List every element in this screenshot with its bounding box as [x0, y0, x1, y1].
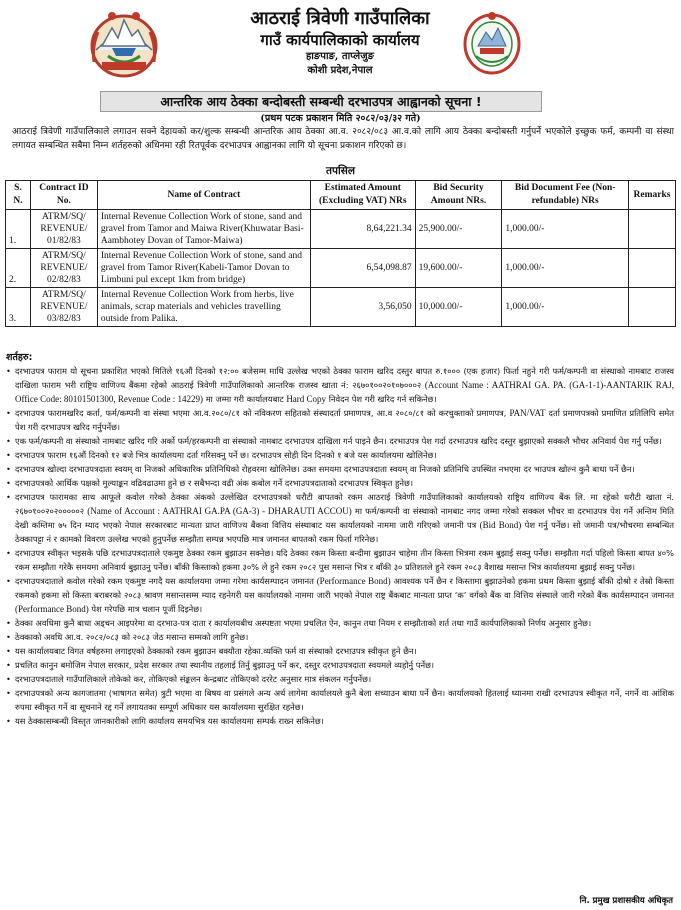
cell-remarks	[628, 210, 675, 249]
term-text: (Account Name : AATHRAI GA. PA. (GA-1-1)-AANTARIK RAJ, Office Code: 80101501300, Revenue Code : 14229)	[15, 380, 674, 404]
col-contract-name: Name of Contract	[97, 181, 310, 210]
cell-sn: 1.	[6, 210, 31, 249]
term-item	[6, 672, 674, 686]
bullet-icon: •	[6, 408, 11, 418]
col-bid-security: Bid Security Amount NRs.	[415, 181, 502, 210]
bullet-icon: •	[6, 618, 11, 628]
term-text: मा फर्म/कम्पनी वा संस्थाको नामबाट नगद जम्मा गरेको सक्कल भौचर वा दरभाउपत्र पेश गर्ने अन्तिम मिति देखी कम्तिमा ७५ दिन म्याद भएको नेपाल सरकारबाट मान्यता प्राप्त वाणिज्य बैंकवा वित्तिय संस्थाबाट यस कार्यालयको नाममा जारी गरिएको जमानी पत्र	[15, 506, 674, 530]
term-text: ठेक्का अवधिमा कुनै बाधा अड्चन आइपरेमा वा दरभाउ-पत्र दाता र कार्यालयबीच अस्पष्टता भएमा प्रचलित ऐन, कानुन तथा नियम र सम्झौताको शर्त तथा गाउँ कार्यपालिकाको निर्णय अनुसार हुनेछ।	[15, 618, 592, 628]
term-text: मा जम्मा गरी कार्यालयबाट	[203, 394, 287, 404]
nepal-emblem-icon	[88, 6, 160, 78]
office-name: गाउँ कार्यपालिकाको कार्यालय	[260, 31, 420, 49]
term-item	[6, 714, 674, 728]
term-text: दरभाउपत्र फाराम यो सूचना प्रकाशित भएको मितिले १६औं दिनको १२:०० बजेसम्म माथि उल्लेख भएको ठेक्का फाराम खरिद दस्तुर बापत रु.१००० (एक हजार) फिर्ता नहुने गरी फर्म/कम्पनी वा संस्थाको नामबाट राजस्व दाखिला फाराम भरी राष्ट्रिय वाणिज्य बैंकमा रहेको आठराई त्रिवेणी गाउँपालिकाको आन्तरिक राजस्व खाता नं: २६७०१००२०१०७०००२	[15, 366, 674, 390]
cell-bid-security: 10,000.00/-	[415, 288, 502, 327]
term-item	[6, 434, 674, 448]
cell-contract-name: Internal Revenue Collection Work from herbs, live animals, scrap materials and vehicles travelling outside from Palika.	[97, 288, 310, 327]
notice-intro: आठराई त्रिवेणी गाउँपालिकाले लगाउन सक्ने देहायको कर/शुल्क सम्बन्धी आन्तरिक आय ठेक्का आ.व. २०८२/०८३ आ.व.को लागि आय ठेक्का बन्दोबस्ती गर्नुपर्ने भएकोले इच्छुक फर्म, कम्पनी वा संस्था लगायत सम्बन्धित सबैमा निम्न शर्तहरुको अधिनमा रही रितपूर्वक दरभाउपत्र आह्वानका लागि यो सूचना प्रकाशन गरिएको छ।	[12, 127, 674, 151]
table-row	[6, 288, 676, 327]
term-text: दरभाउपत्र फाराम १६औं दिनको १२ बजे भित्र कार्यालयमा दर्ता गरिसक्नु पर्ने छ। दरभाउपत्र सोही दिन दिनको १ बजे यस कार्यालयमा खोलिनेछ।	[15, 450, 437, 460]
cell-bid-security: 25,900.00/-	[415, 210, 502, 249]
cell-remarks	[628, 288, 675, 327]
term-item	[6, 630, 674, 644]
schedule-heading: तपसिल	[326, 165, 355, 177]
bullet-icon: •	[6, 478, 11, 488]
col-sn: S. N.	[6, 181, 31, 210]
cell-contract-id: ATRM/SQ/ REVENUE/ 03/82/83	[30, 288, 97, 327]
bullet-icon: •	[6, 548, 11, 558]
cell-bid-document-fee: 1,000.00/-	[502, 288, 629, 327]
term-text: आवश्यक पर्ने छैन र किस्तामा बुझाउनेको हकमा प्रथम किस्ता बुझाई बाँकी दोश्रो र तेस्रो किस्ता रकमको हकमा सो किस्ता बराबरको २०८३ श्रावण मसान्तसम्म म्याद रहनेगरी यस कार्यालयको नाममा जारी भएको नेपाल राष्ट्र बैंकबाट मान्यता प्राप्त ‘क’ वर्गको बैंक वा वित्तिय संस्थाले जारी गरेको बैंक कार्यसम्पादन जमानत	[15, 576, 674, 600]
col-remarks: Remarks	[628, 181, 675, 210]
bullet-icon: •	[6, 660, 11, 670]
office-province: कोशी प्रदेश,नेपाल	[307, 65, 373, 76]
cell-bid-security: 19,600.00/-	[415, 249, 502, 288]
term-text: दरभाउपत्रदाताले गाउँपालिकाले तोकेको कर, तोकिएको संङ्कलन केन्द्रबाट तोकिएको दररेट अनुसार मात्र संकलन गर्नुपर्नेछ।	[15, 674, 372, 684]
cell-remarks	[628, 249, 675, 288]
col-contract-id: Contract ID No.	[30, 181, 97, 210]
term-text: पेश गर्नु पर्नेछ। सो जमानी पत्र/भौचरमा सम्बन्धित ठेक्कापट्टा नं र कामको विवरण उल्लेख भएको हुनुपर्नेछ सम्झौता सम्पन्न भएपछि मात्र जमानत बापतको रकम फिर्ता गरिनेछ।	[15, 520, 674, 544]
bullet-icon: •	[6, 464, 11, 474]
col-bid-document-fee: Bid Document Fee (Non-refundable) NRs	[502, 181, 629, 210]
term-text: दरभाउपत्र फारामका साथ आफूले कवोल गरेको ठेक्का अंकको उल्लेखित दरभाउपत्रको धरौटी बापतको रकम आठराई त्रिवेणी गाउँपालिकाको कार्यालयको राष्ट्रिय वाणिज्य बैंक लि. मा रहेको धरौटी खाता नं. २६७०१००२०२०००००२	[15, 492, 674, 516]
term-text: (Performance Bond)	[316, 576, 391, 586]
cell-bid-document-fee: 1,000.00/-	[502, 249, 629, 288]
bullet-icon: •	[6, 716, 11, 726]
table-row	[6, 249, 676, 288]
term-text: दरभाउपत्र स्वीकृत भइसके पछि दरभाउपत्रदाताले एकमुष्ट ठेक्का रकम बुझाउन सक्नेछ। यदि ठेक्का रकम किस्ता बन्दीमा बुझाउन चाहेमा तीन किस्ता भित्रमा रकम बुझाई सक्नु पर्नेछ। सम्झौता गर्दा पहिलो किस्ता बापत ४०% रकम सम्झौता गरेकै समयमा अनिवार्य बुझाउनु पर्नेछ। बाँकी किस्ताको हकमा ३०% ले हुने रकम २०८२ पुस मसान्त भित्र र बाँकी ३० प्रतिशतले हुने रकम २०८३ वैशाख मसान्त भित्र कार्यालयमा बुझाई सक्नु पर्नेछ।	[15, 548, 674, 572]
term-item	[6, 644, 674, 658]
cell-contract-id: ATRM/SQ/ REVENUE/ 02/82/83	[30, 249, 97, 288]
term-item	[6, 658, 674, 672]
term-text: दर्ता प्रमाणपत्रको प्रमाणित प्रतिलिपि समेत पेश गरी दरभाउपत्र खरिद गर्नुपर्नेछ।	[15, 408, 675, 432]
term-item	[6, 448, 674, 462]
term-text: दरभाउपत्रदाताले कवोल गरेको रकम एकमुष्ट नगदै यस कार्यालयमा जम्मा गरेमा कार्यसम्पादन जमानत	[15, 576, 317, 586]
table-header-row	[6, 181, 676, 210]
term-text: निवेदन पेश गरी खरिद गर्न सकिनेछ।	[326, 394, 437, 404]
cell-estimated-amount: 8,64,221.34	[310, 210, 415, 249]
term-item	[6, 462, 674, 476]
term-text: (Performance Bond)	[15, 604, 89, 614]
municipality-seal-icon	[462, 10, 522, 76]
term-text: PAN/VAT	[509, 408, 546, 418]
terms-heading: शर्तहरु:	[6, 352, 33, 363]
term-text: (Name of Account : AATHRAI GA.PA (GA-3) - DHARAUTI ACCOU)	[87, 506, 352, 516]
col-estimated-amount: Estimated Amount (Excluding VAT) NRs	[310, 181, 415, 210]
bullet-icon: •	[6, 366, 11, 376]
term-item	[6, 490, 674, 546]
table-row	[6, 210, 676, 249]
term-text: ठेक्काको अवधि आ.व. २०८२/०८३ को २०८३ जेठ मसान्त सम्मको लागि हुनेछ।	[15, 632, 249, 642]
signature: नि. प्रमुख प्रशासकीय अधिकृत	[579, 896, 673, 906]
cell-contract-name: Internal Revenue Collection Work of stone, sand and gravel from Tamor and Maiwa River(Khuwatar Basi- Aambhotey Dovan of Tamor-Maiwa)	[97, 210, 310, 249]
term-text: एक फर्म/कम्पनी वा संस्थाको नामबाट खरिद गरि अर्को फर्म/हरकम्पनी वा संस्थाको नामबाट दरभाउपत्र दाखिला गर्न पाइने छैन। दरभाउपत्र पेश गर्दा दरभाउपत्र खरिद दस्तुर बुझाएको सक्कलै भौचर अनिवार्य पेश गर्नु पर्नेछ।	[15, 436, 662, 446]
letterhead-text	[170, 8, 510, 78]
bullet-icon: •	[6, 688, 11, 698]
bullet-icon: •	[6, 674, 11, 684]
cell-estimated-amount: 3,56,050	[310, 288, 415, 327]
term-text: यस ठेक्कासम्बन्धी विस्तृत जानकारीको लागि कार्यालय समयभित्र यस कार्यालयमा सम्पर्क राख्न सकिनेछ।	[15, 716, 324, 726]
term-text: प्रचलित कानुन बमोजिम नेपाल सरकार, प्रदेश सरकार तथा स्थानीय तहलाई तिर्नु बुझाउनु पर्ने कर, दस्तुर दरभाउपत्रदाता स्वयमले व्यहोर्नु पर्नेछ।	[15, 660, 435, 670]
term-text: दरभाउपत्रको अन्य कागजातमा (भाषागत समेत) त्रुटी भएमा वा बिषय वा प्रसंगले अन्य अर्थ लागेमा कार्यालयले कुनै बेला सच्याउन बाधा पर्ने छैन। कार्यालयको हितलाई ध्यानमा राखी दरभाउपत्र स्वीकृत गर्ने, नगर्ने वा आंशिक रुपमा स्वीकृत गर्ने वा सूचनाने रद्द गर्ने लगायतका सम्पूर्ण अधिकार यस कार्यालयमा सुरक्षित रहनेछ।	[15, 688, 674, 712]
term-text: पेश गरेपछि मात्र चलान पूर्जी दिइनेछ।	[88, 604, 203, 614]
bullet-icon: •	[6, 646, 11, 656]
term-item	[6, 364, 674, 406]
bullet-icon: •	[6, 436, 11, 446]
bullet-icon: •	[6, 576, 11, 586]
notice-title: आन्तरिक आय ठेक्का बन्दोबस्ती सम्बन्धी दरभाउपत्र आह्वानको सूचना !	[100, 91, 542, 112]
term-item	[6, 546, 674, 574]
municipality-name: आठराई त्रिवेणी गाउँपालिका	[250, 8, 430, 29]
term-text: दरभाउपत्र खोल्दा दरभाउपत्रदाता स्वयम् वा निजको अधिकारिक प्रतिनिधिको रोहवरमा खोलिनेछ। उक्त समयमा दरभाउपत्रदाता स्वयम् वा निजको प्रतिनिधि उपस्थित नभएमा दर भाउपत्र खोल्न कुनै बाधा पर्ने छैन।	[15, 464, 635, 474]
term-text: Hard Copy	[286, 394, 327, 404]
office-location: हाङपाङ, ताप्लेजुङ	[306, 51, 374, 62]
term-text: दरभाउपत्र फारामखरिद कर्ता, फर्म/कम्पनी वा संस्था भएमा आ.व.२०८०/८१ को नविकरण सहितको संस्थादर्ता प्रमाणपत्र, आ.व २०८०/८१ को करचुक्ताको प्रमाणपत्र,	[15, 408, 510, 418]
cell-contract-id: ATRM/SQ/ REVENUE/ 01/82/83	[30, 210, 97, 249]
term-item	[6, 574, 674, 616]
bullet-icon: •	[6, 492, 11, 502]
terms-list	[6, 364, 674, 728]
term-text: (Bid Bond)	[479, 520, 522, 530]
letterhead	[0, 0, 681, 90]
term-item	[6, 616, 674, 630]
bullet-icon: •	[6, 450, 11, 460]
cell-bid-document-fee: 1,000.00/-	[502, 210, 629, 249]
term-text: दरभाउपत्रको आर्थिक पक्षको मुल्याङ्कन वढिवढाउमा हुने छ र सबैभन्दा वढी अंक कबोल गर्ने दरभाउपत्रदाताको दरभाउपत्र स्विकृत हुनेछ।	[15, 478, 413, 488]
cell-estimated-amount: 6,54,098.87	[310, 249, 415, 288]
cell-contract-name: Internal Revenue Collection Work of stone, sand and gravel from Tamor River(Kabeli-Tamor Dovan to Limbuni pul except 1km from bridge)	[97, 249, 310, 288]
publication-date: (प्रथम पटक प्रकाशन मिति २०८२/०३/३२ गते)	[260, 113, 421, 124]
term-item	[6, 406, 674, 434]
cell-sn: 2.	[6, 249, 31, 288]
bullet-icon: •	[6, 632, 11, 642]
term-text: यस कार्यालयबाट विगत वर्षहरुमा लगाइएको ठेक्काको रकम बुझाउन बक्यौता रहेका.व्यक्ति फर्म वा संस्थाको दरभाउपत्र स्वीकृत हुने छैन।	[15, 646, 417, 656]
contract-table	[5, 180, 676, 327]
term-item	[6, 686, 674, 714]
term-item	[6, 476, 674, 490]
cell-sn: 3.	[6, 288, 31, 327]
